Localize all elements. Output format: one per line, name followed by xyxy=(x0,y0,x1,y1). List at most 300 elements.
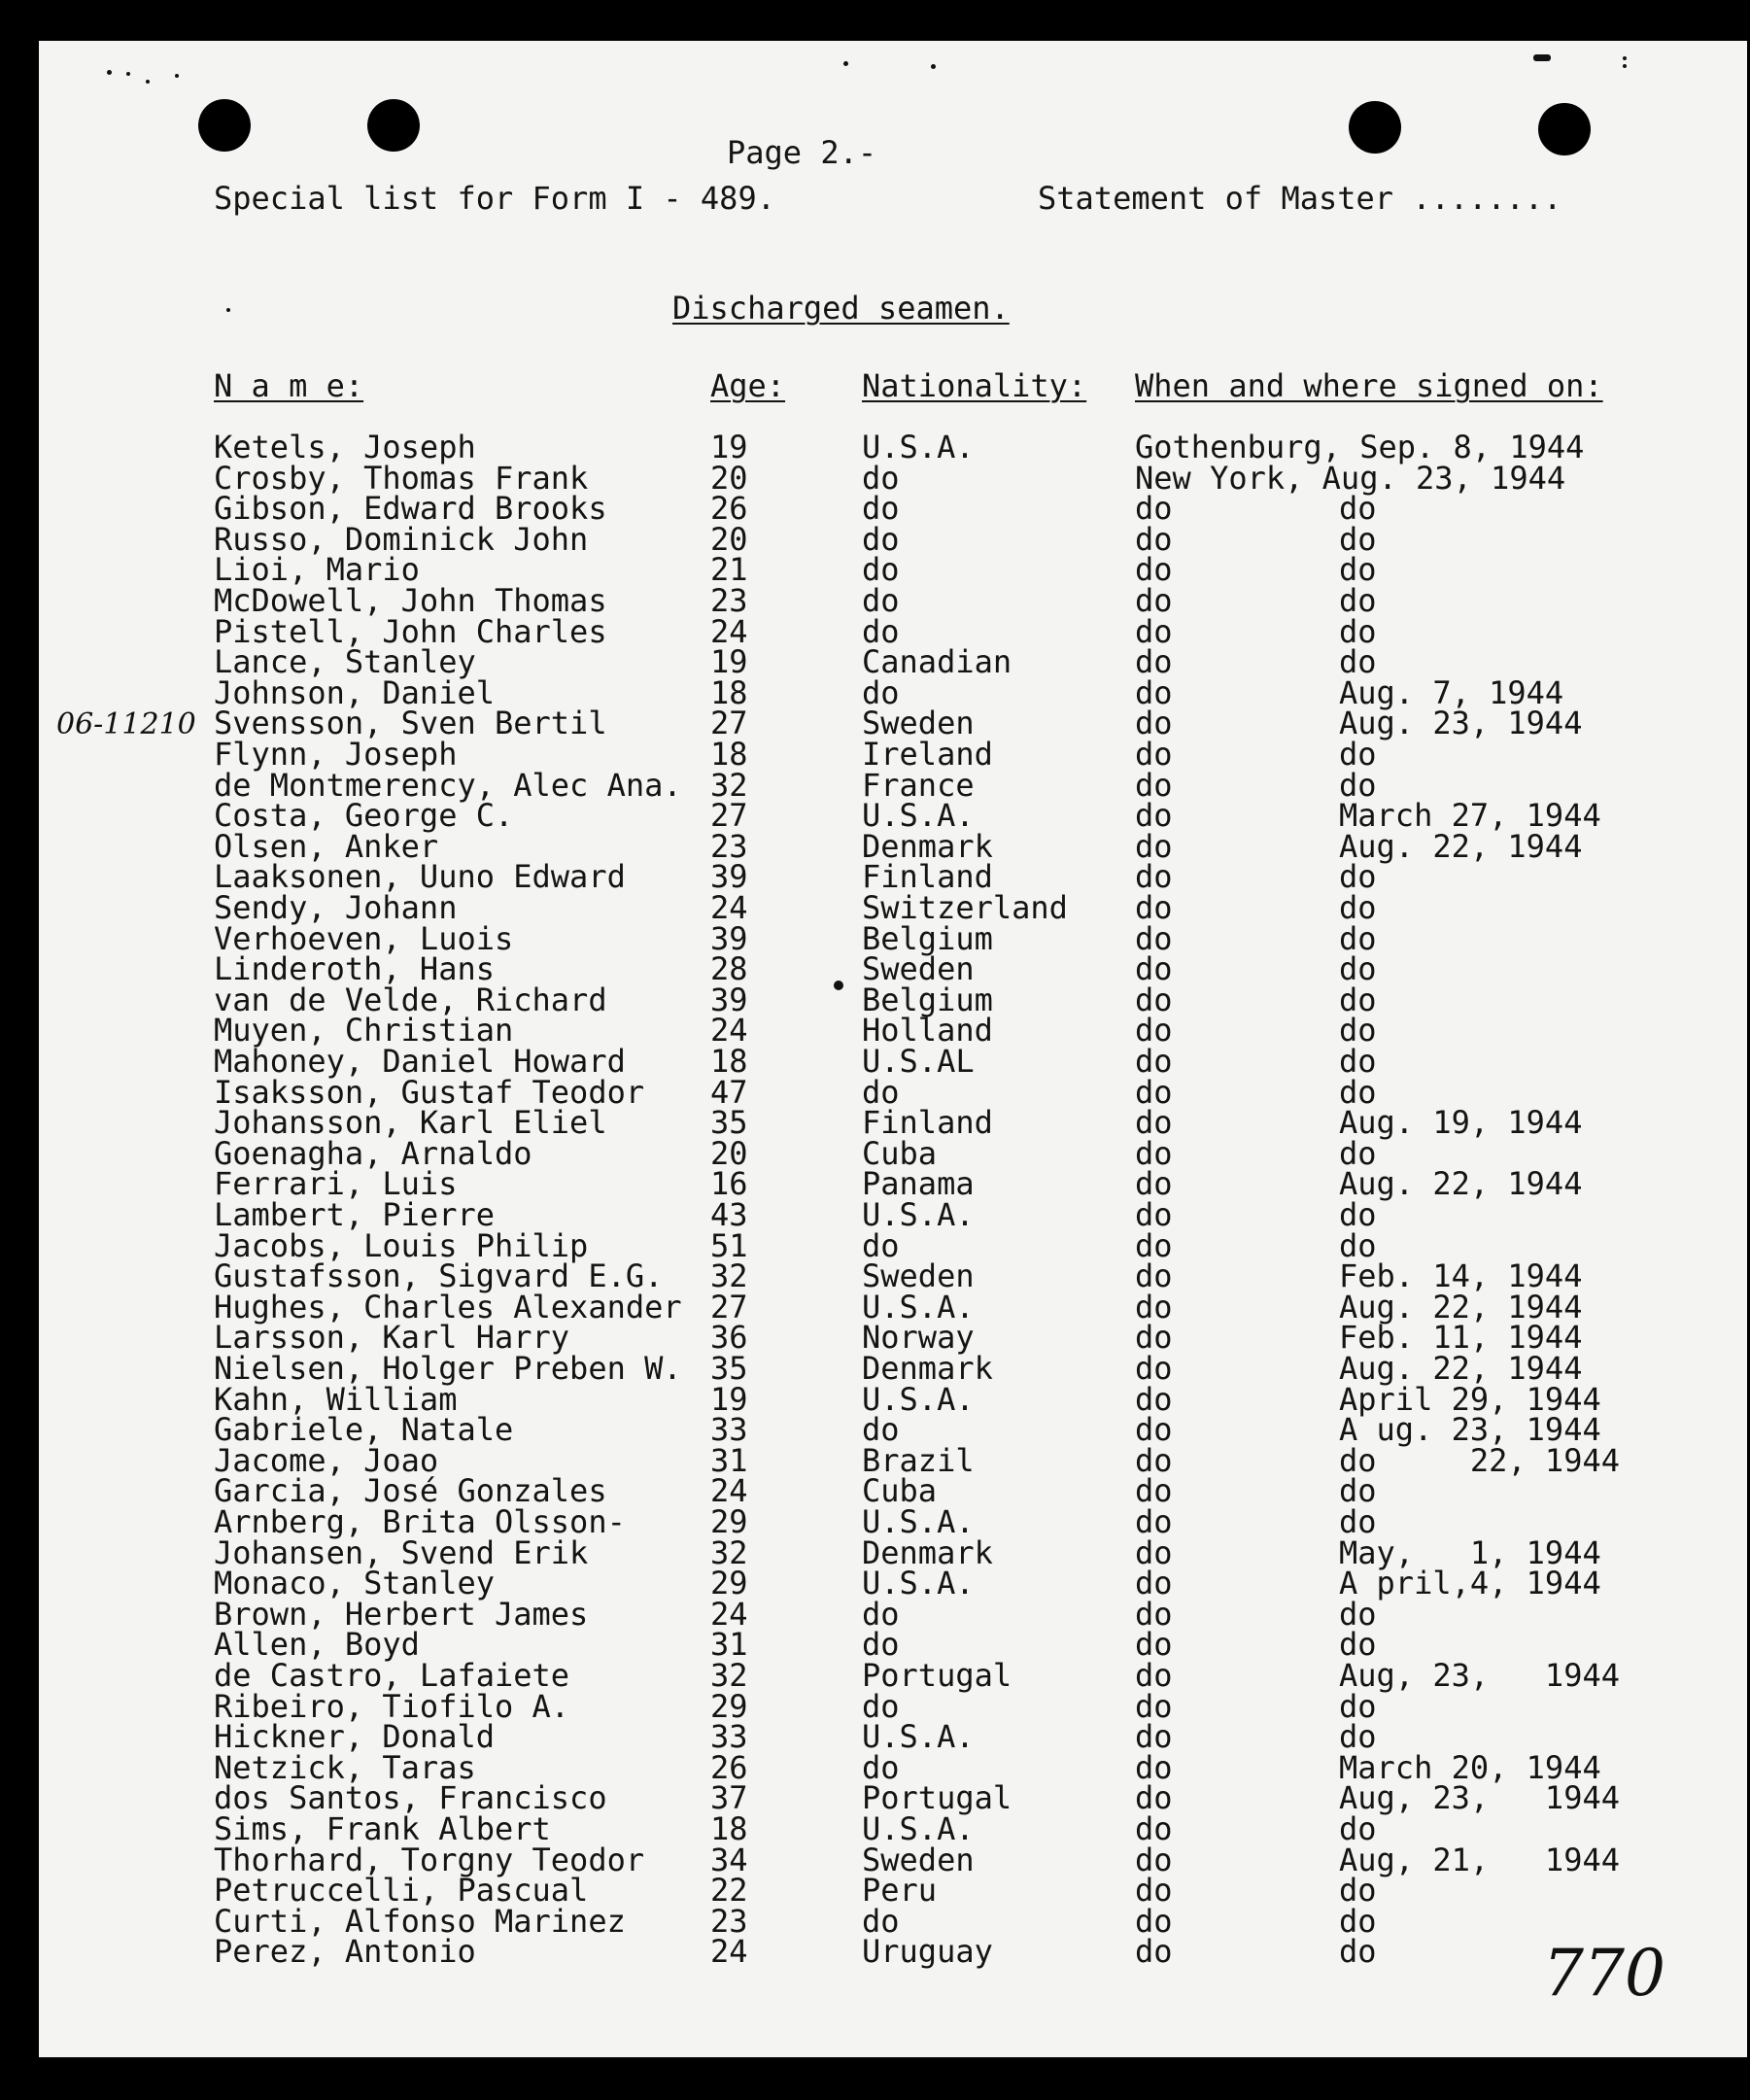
table-row xyxy=(0,1257,1750,1295)
table-row xyxy=(0,1472,1750,1510)
table-row xyxy=(0,1165,1750,1203)
table-row xyxy=(0,705,1750,742)
seaman-name: Petruccelli, Pascual xyxy=(214,1872,589,1910)
table-row xyxy=(0,919,1750,957)
signed-on-place: do xyxy=(1135,1257,1173,1295)
seaman-name: Russo, Dominick John xyxy=(214,520,589,558)
signed-on-place: do xyxy=(1135,827,1173,865)
seaman-age: 32 xyxy=(710,1657,748,1694)
seaman-age: 29 xyxy=(710,1565,748,1602)
seaman-name: Ferrari, Luis xyxy=(214,1165,458,1203)
table-row xyxy=(0,797,1750,835)
seaman-name: Mahoney, Daniel Howard xyxy=(214,1043,626,1080)
table-row xyxy=(0,1073,1750,1111)
speck xyxy=(1623,64,1627,68)
seaman-name: Lambert, Pierre xyxy=(214,1196,495,1233)
signed-on-date: Aug. 19, 1944 xyxy=(1339,1104,1583,1142)
seaman-age: 24 xyxy=(710,1012,748,1050)
seaman-nationality: Portugal xyxy=(862,1657,1012,1694)
seaman-name: Garcia, José Gonzales xyxy=(214,1472,607,1510)
table-row xyxy=(0,1748,1750,1786)
seaman-nationality: Holland xyxy=(862,1012,993,1050)
signed-on-place: do xyxy=(1135,1288,1173,1325)
seaman-name: Lioi, Mario xyxy=(214,551,420,589)
signed-on-place: do xyxy=(1135,1657,1173,1694)
seaman-age: 23 xyxy=(710,827,748,865)
table-row xyxy=(0,950,1750,988)
signed-on-date: do xyxy=(1339,490,1377,528)
speck xyxy=(1533,54,1551,61)
punch-hole xyxy=(367,99,420,152)
signed-on-date: do xyxy=(1339,1472,1377,1510)
signed-on-place: do xyxy=(1135,1073,1173,1111)
seaman-name: Johnson, Daniel xyxy=(214,673,495,711)
table-row xyxy=(0,1902,1750,1940)
table-row xyxy=(0,459,1750,497)
seaman-age: 19 xyxy=(710,1380,748,1418)
seaman-name: McDowell, John Thomas xyxy=(214,582,607,619)
table-row xyxy=(0,1350,1750,1387)
signed-on-place: do xyxy=(1135,643,1173,681)
seaman-nationality: do xyxy=(862,582,900,619)
seaman-nationality: do xyxy=(862,1902,900,1940)
signed-on-date: do xyxy=(1339,1226,1377,1264)
seaman-nationality: do xyxy=(862,520,900,558)
seaman-name: Perez, Antonio xyxy=(214,1933,476,1971)
seaman-age: 29 xyxy=(710,1503,748,1540)
seaman-nationality: U.S.A. xyxy=(862,1380,975,1418)
table-row xyxy=(0,1503,1750,1540)
signed-on-date: Aug. 22, 1944 xyxy=(1339,827,1583,865)
seaman-name: Sims, Frank Albert xyxy=(214,1810,551,1847)
table-row xyxy=(0,1718,1750,1756)
seaman-name: Linderoth, Hans xyxy=(214,950,495,988)
table-row xyxy=(0,736,1750,773)
seaman-nationality: Denmark xyxy=(862,1350,993,1387)
table-row xyxy=(0,520,1750,558)
seaman-name: Netzick, Taras xyxy=(214,1748,476,1786)
table-row xyxy=(0,1565,1750,1602)
seaman-nationality: Cuba xyxy=(862,1472,938,1510)
seaman-age: 47 xyxy=(710,1073,748,1111)
signed-on-place: do xyxy=(1135,1748,1173,1786)
signed-on-place: Gothenburg, Sep. 8, 1944 xyxy=(1135,429,1585,465)
seaman-age: 31 xyxy=(710,1441,748,1479)
seaman-nationality: Ireland xyxy=(862,736,993,773)
page-label: Page 2.- xyxy=(727,134,877,171)
signed-on-date: do xyxy=(1339,1503,1377,1540)
signed-on-date: do xyxy=(1339,1687,1377,1725)
seaman-age: 18 xyxy=(710,1043,748,1080)
signed-on-date: do xyxy=(1339,1626,1377,1664)
signed-on-place: do xyxy=(1135,1503,1173,1540)
speck xyxy=(175,74,179,78)
section-title: Discharged seamen. xyxy=(672,290,1010,327)
table-row xyxy=(0,1288,1750,1325)
seaman-age: 18 xyxy=(710,736,748,773)
signed-on-date: Aug. 22, 1944 xyxy=(1339,1165,1583,1203)
seaman-name: Jacobs, Louis Philip xyxy=(214,1226,589,1264)
signed-on-date: do xyxy=(1339,551,1377,589)
seaman-name: Jacome, Joao xyxy=(214,1441,439,1479)
signed-on-place: do xyxy=(1135,705,1173,742)
punch-hole xyxy=(198,99,251,152)
signed-on-date: do xyxy=(1339,1872,1377,1910)
seaman-nationality: do xyxy=(862,612,900,650)
seaman-nationality: U.S.A. xyxy=(862,1196,975,1233)
seaman-nationality: do xyxy=(862,1226,900,1264)
table-row xyxy=(0,1687,1750,1725)
seaman-age: 39 xyxy=(710,858,748,896)
seaman-nationality: U.S.A. xyxy=(862,429,975,465)
seaman-name: Muyen, Christian xyxy=(214,1012,514,1050)
seaman-name: Nielsen, Holger Preben W. xyxy=(214,1350,682,1387)
speck xyxy=(146,80,150,84)
signed-on-place: do xyxy=(1135,1134,1173,1172)
seaman-name: Allen, Boyd xyxy=(214,1626,420,1664)
table-row xyxy=(0,1380,1750,1418)
seaman-name: van de Velde, Richard xyxy=(214,981,607,1018)
seaman-name: dos Santos, Francisco xyxy=(214,1779,607,1817)
seaman-nationality: Sweden xyxy=(862,1841,975,1878)
signed-on-place: do xyxy=(1135,766,1173,804)
seaman-nationality: Panama xyxy=(862,1165,975,1203)
signed-on-date: do xyxy=(1339,1073,1377,1111)
seaman-age: 43 xyxy=(710,1196,748,1233)
seaman-nationality: do xyxy=(862,673,900,711)
column-header-age: Age: xyxy=(710,367,786,404)
table-row xyxy=(0,1012,1750,1050)
signed-on-place: do xyxy=(1135,520,1173,558)
seaman-age: 33 xyxy=(710,1411,748,1449)
punch-hole xyxy=(1538,103,1591,155)
signed-on-place: do xyxy=(1135,612,1173,650)
seaman-name: Gibson, Edward Brooks xyxy=(214,490,607,528)
table-row xyxy=(0,1043,1750,1080)
signed-on-place: do xyxy=(1135,1933,1173,1971)
signed-on-date: do xyxy=(1339,950,1377,988)
form-label: Special list for Form I - 489. xyxy=(214,180,775,217)
seaman-name: Gustafsson, Sigvard E.G. xyxy=(214,1257,664,1295)
speck xyxy=(843,61,848,66)
table-row xyxy=(0,1933,1750,1971)
seaman-age: 24 xyxy=(710,1472,748,1510)
seaman-age: 18 xyxy=(710,673,748,711)
seaman-age: 36 xyxy=(710,1319,748,1357)
seaman-age: 20 xyxy=(710,520,748,558)
seaman-nationality: Sweden xyxy=(862,1257,975,1295)
seaman-age: 24 xyxy=(710,612,748,650)
seaman-name: Lance, Stanley xyxy=(214,643,476,681)
signed-on-date: do xyxy=(1339,612,1377,650)
signed-on-date: do xyxy=(1339,1012,1377,1050)
signed-on-date: do xyxy=(1339,889,1377,926)
table-row xyxy=(0,643,1750,681)
seaman-age: 23 xyxy=(710,1902,748,1940)
signed-on-date: do xyxy=(1339,766,1377,804)
signed-on-place: do xyxy=(1135,1043,1173,1080)
seaman-age: 51 xyxy=(710,1226,748,1264)
seaman-name: Olsen, Anker xyxy=(214,827,439,865)
seaman-nationality: U.S.A. xyxy=(862,1810,975,1847)
seaman-name: Brown, Herbert James xyxy=(214,1595,589,1633)
signed-on-place: do xyxy=(1135,1226,1173,1264)
seaman-age: 27 xyxy=(710,705,748,742)
seaman-nationality: Denmark xyxy=(862,827,993,865)
table-row xyxy=(0,1779,1750,1817)
seaman-nationality: U.S.A. xyxy=(862,797,975,835)
table-row xyxy=(0,1104,1750,1142)
speck xyxy=(931,64,936,69)
seaman-nationality: Brazil xyxy=(862,1441,975,1479)
signed-on-place: do xyxy=(1135,1902,1173,1940)
seaman-name: Kahn, William xyxy=(214,1380,458,1418)
table-row xyxy=(0,1872,1750,1910)
signed-on-place: do xyxy=(1135,1165,1173,1203)
seaman-nationality: do xyxy=(862,1748,900,1786)
signed-on-date: do xyxy=(1339,1134,1377,1172)
seaman-name: Monaco, Stanley xyxy=(214,1565,495,1602)
table-row xyxy=(0,1626,1750,1664)
signed-on-date: do xyxy=(1339,1043,1377,1080)
seaman-name: Arnberg, Brita Olsson- xyxy=(214,1503,626,1540)
signed-on-date: Aug, 21, 1944 xyxy=(1339,1841,1620,1878)
seaman-age: 39 xyxy=(710,919,748,957)
signed-on-place: do xyxy=(1135,797,1173,835)
signed-on-place: do xyxy=(1135,1104,1173,1142)
seaman-nationality: do xyxy=(862,551,900,589)
seaman-age: 27 xyxy=(710,1288,748,1325)
seaman-nationality: do xyxy=(862,459,900,497)
seaman-nationality: Cuba xyxy=(862,1134,938,1172)
seaman-name: Verhoeven, Luois xyxy=(214,919,514,957)
signed-on-date: do xyxy=(1339,582,1377,619)
signed-on-date: Aug, 23, 1944 xyxy=(1339,1657,1620,1694)
seaman-age: 33 xyxy=(710,1718,748,1756)
signed-on-place: do xyxy=(1135,1779,1173,1817)
seaman-age: 24 xyxy=(710,1933,748,1971)
signed-on-place: do xyxy=(1135,950,1173,988)
signed-on-date: do xyxy=(1339,736,1377,773)
signed-on-place: do xyxy=(1135,889,1173,926)
table-row xyxy=(0,673,1750,711)
signed-on-place: do xyxy=(1135,981,1173,1018)
seaman-age: 24 xyxy=(710,1595,748,1633)
seaman-age: 26 xyxy=(710,490,748,528)
seaman-age: 20 xyxy=(710,1134,748,1172)
seaman-name: Curti, Alfonso Marinez xyxy=(214,1902,626,1940)
signed-on-place: do xyxy=(1135,1411,1173,1449)
table-row xyxy=(0,431,1750,463)
signed-on-place: do xyxy=(1135,1441,1173,1479)
speck xyxy=(226,308,230,312)
signed-on-place: do xyxy=(1135,919,1173,957)
signed-on-date: Aug, 23, 1944 xyxy=(1339,1779,1620,1817)
seaman-age: 27 xyxy=(710,797,748,835)
seaman-nationality: do xyxy=(862,1411,900,1449)
signed-on-date: A pril,4, 1944 xyxy=(1339,1565,1601,1602)
table-row xyxy=(0,1441,1750,1479)
signed-on-date: Feb. 11, 1944 xyxy=(1339,1319,1583,1357)
table-row xyxy=(0,1841,1750,1878)
table-row xyxy=(0,490,1750,528)
signed-on-place: do xyxy=(1135,736,1173,773)
signed-on-place: do xyxy=(1135,1687,1173,1725)
seaman-name: Crosby, Thomas Frank xyxy=(214,459,589,497)
speck xyxy=(126,72,130,76)
seaman-name: Ketels, Joseph xyxy=(214,429,476,465)
table-row xyxy=(0,1196,1750,1233)
signed-on-place: New York, Aug. 23, 1944 xyxy=(1135,459,1566,497)
seaman-name: Thorhard, Torgny Teodor xyxy=(214,1841,645,1878)
seaman-nationality: do xyxy=(862,1595,900,1633)
seaman-nationality: Canadian xyxy=(862,643,1012,681)
seaman-nationality: Peru xyxy=(862,1872,938,1910)
seaman-nationality: France xyxy=(862,766,975,804)
seaman-nationality: Belgium xyxy=(862,919,993,957)
signed-on-place: do xyxy=(1135,1350,1173,1387)
seaman-age: 32 xyxy=(710,1533,748,1571)
seaman-nationality: Denmark xyxy=(862,1533,993,1571)
seaman-nationality: do xyxy=(862,1073,900,1111)
seaman-name: Pistell, John Charles xyxy=(214,612,607,650)
seaman-nationality: U.S.A. xyxy=(862,1565,975,1602)
seaman-nationality: U.S.A. xyxy=(862,1718,975,1756)
signed-on-place: do xyxy=(1135,551,1173,589)
seaman-age: 16 xyxy=(710,1165,748,1203)
seaman-nationality: Portugal xyxy=(862,1779,1012,1817)
signed-on-date: March 27, 1944 xyxy=(1339,797,1601,835)
seaman-age: 21 xyxy=(710,551,748,589)
signed-on-date: do xyxy=(1339,643,1377,681)
table-row xyxy=(0,858,1750,896)
signed-on-place: do xyxy=(1135,858,1173,896)
signed-on-date: do xyxy=(1339,919,1377,957)
seaman-name: Svensson, Sven Bertil xyxy=(214,705,607,742)
seaman-age: 29 xyxy=(710,1687,748,1725)
seaman-age: 24 xyxy=(710,889,748,926)
seaman-nationality: U.S.A. xyxy=(862,1288,975,1325)
seaman-name: Johansen, Svend Erik xyxy=(214,1533,589,1571)
table-row xyxy=(0,1657,1750,1694)
column-header-signed-on: When and where signed on: xyxy=(1135,367,1603,404)
column-header-name: N a m e: xyxy=(214,367,364,404)
seaman-age: 32 xyxy=(710,766,748,804)
signed-on-place: do xyxy=(1135,1319,1173,1357)
seaman-nationality: Norway xyxy=(862,1319,975,1357)
signed-on-date: do xyxy=(1339,1933,1377,1971)
signed-on-place: do xyxy=(1135,1626,1173,1664)
table-row xyxy=(0,1319,1750,1357)
seaman-age: 20 xyxy=(710,459,748,497)
seaman-name: Ribeiro, Tiofilo A. xyxy=(214,1687,570,1725)
seaman-name: Hughes, Charles Alexander xyxy=(214,1288,682,1325)
seaman-age: 22 xyxy=(710,1872,748,1910)
signed-on-place: do xyxy=(1135,490,1173,528)
seaman-age: 26 xyxy=(710,1748,748,1786)
speck xyxy=(107,70,112,75)
seaman-name: Laaksonen, Uuno Edward xyxy=(214,858,626,896)
signed-on-place: do xyxy=(1135,582,1173,619)
signed-on-place: do xyxy=(1135,1718,1173,1756)
signed-on-date: Aug. 23, 1944 xyxy=(1339,705,1583,742)
seaman-name: de Montmerency, Alec Ana. xyxy=(214,766,682,804)
punch-hole xyxy=(1349,101,1401,154)
signed-on-date: April 29, 1944 xyxy=(1339,1380,1601,1418)
speck xyxy=(1623,56,1627,60)
seaman-age: 39 xyxy=(710,981,748,1018)
signed-on-date: do xyxy=(1339,981,1377,1018)
seaman-nationality: Finland xyxy=(862,1104,993,1142)
seaman-age: 35 xyxy=(710,1350,748,1387)
signed-on-place: do xyxy=(1135,1472,1173,1510)
handwritten-page-number: 770 xyxy=(1543,1936,1665,2011)
seaman-age: 18 xyxy=(710,1810,748,1847)
table-row xyxy=(0,766,1750,804)
table-row xyxy=(0,612,1750,650)
statement-of-master: Statement of Master ........ xyxy=(1038,180,1562,217)
seaman-name: Goenagha, Arnaldo xyxy=(214,1134,532,1172)
signed-on-place: do xyxy=(1135,1380,1173,1418)
signed-on-place: do xyxy=(1135,673,1173,711)
seaman-age: 31 xyxy=(710,1626,748,1664)
signed-on-date: do 22, 1944 xyxy=(1339,1441,1620,1479)
seaman-nationality: Sweden xyxy=(862,705,975,742)
seaman-age: 32 xyxy=(710,1257,748,1295)
seaman-age: 35 xyxy=(710,1104,748,1142)
seaman-nationality: U.S.AL xyxy=(862,1043,975,1080)
signed-on-date: do xyxy=(1339,1902,1377,1940)
seaman-name: Isaksson, Gustaf Teodor xyxy=(214,1073,645,1111)
signed-on-date: Aug. 22, 1944 xyxy=(1339,1288,1583,1325)
table-row xyxy=(0,1134,1750,1172)
seaman-name: Flynn, Joseph xyxy=(214,736,458,773)
signed-on-date: do xyxy=(1339,1810,1377,1847)
table-row xyxy=(0,827,1750,865)
table-row xyxy=(0,1411,1750,1449)
signed-on-place: do xyxy=(1135,1810,1173,1847)
seaman-nationality: do xyxy=(862,490,900,528)
table-row xyxy=(0,551,1750,589)
seaman-name: Gabriele, Natale xyxy=(214,1411,514,1449)
seaman-nationality: Uruguay xyxy=(862,1933,993,1971)
seaman-age: 19 xyxy=(710,643,748,681)
signed-on-place: do xyxy=(1135,1841,1173,1878)
seaman-nationality: Switzerland xyxy=(862,889,1068,926)
table-row xyxy=(0,1595,1750,1633)
signed-on-date: March 20, 1944 xyxy=(1339,1748,1601,1786)
seaman-nationality: U.S.A. xyxy=(862,1503,975,1540)
signed-on-date: Aug. 22, 1944 xyxy=(1339,1350,1583,1387)
signed-on-place: do xyxy=(1135,1565,1173,1602)
seaman-name: Hickner, Donald xyxy=(214,1718,495,1756)
seaman-nationality: Finland xyxy=(862,858,993,896)
signed-on-date: do xyxy=(1339,1196,1377,1233)
seaman-name: Sendy, Johann xyxy=(214,889,458,926)
table-row xyxy=(0,981,1750,1018)
seaman-age: 28 xyxy=(710,950,748,988)
table-row xyxy=(0,1810,1750,1847)
signed-on-date: Aug. 7, 1944 xyxy=(1339,673,1564,711)
seaman-nationality: do xyxy=(862,1687,900,1725)
signed-on-place: do xyxy=(1135,1872,1173,1910)
seaman-name: de Castro, Lafaiete xyxy=(214,1657,570,1694)
signed-on-date: A ug. 23, 1944 xyxy=(1339,1411,1601,1449)
signed-on-place: do xyxy=(1135,1595,1173,1633)
seaman-name: Larsson, Karl Harry xyxy=(214,1319,570,1357)
seaman-age: 37 xyxy=(710,1779,748,1817)
signed-on-date: Feb. 14, 1944 xyxy=(1339,1257,1583,1295)
